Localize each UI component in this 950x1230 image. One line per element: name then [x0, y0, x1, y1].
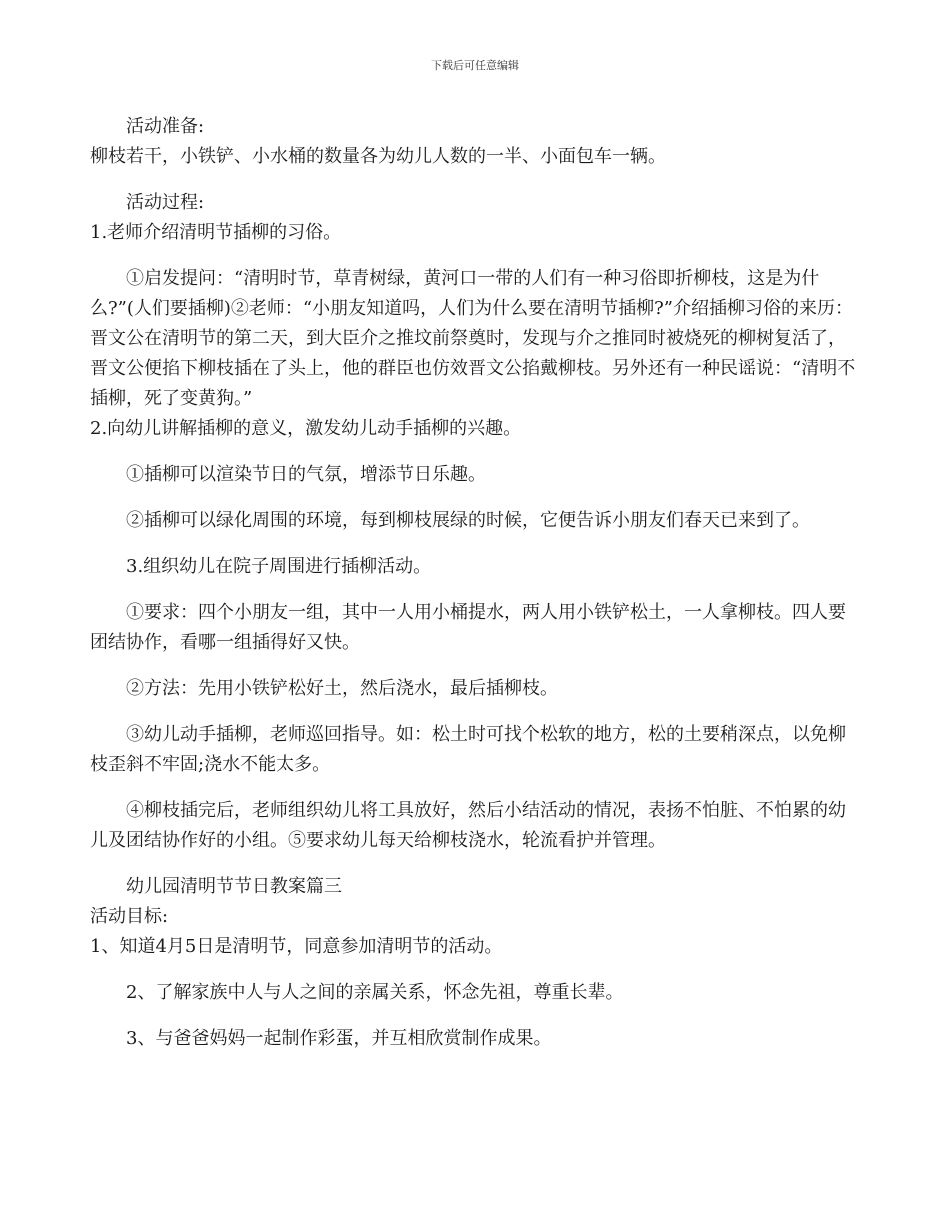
paragraph: 柳枝若干，小铁铲、小水桶的数量各为幼儿人数的一半、小面包车一辆。 [90, 146, 666, 167]
paragraph: ①插柳可以渲染节日的气氛，增添节日乐趣。 [126, 464, 486, 485]
paragraph: ①启发提问：“清明时节，草青树绿，黄河口一带的人们有一种习俗即折柳枝，这是为什么?”(人们要插柳)②老师：“小朋友知道吗，人们为什么要在清明节插柳?”介绍插柳习俗的来历：晋文公在清明节的第二天，到大臣介之推坟前祭奠时，发现与介之推同时被烧死的柳树复活了，晋文公便掐下柳枝插在了头上，他的群臣也仿效晋文公掐戴柳枝。另外还有一种民谣说：“清明不插柳，死了变黄狗。” [90, 268, 856, 409]
paragraph: ①要求：四个小朋友一组，其中一人用小桶提水，两人用小铁铲松土，一人拿柳枝。四人要团结协作，看哪一组插得好又快。 [90, 602, 846, 653]
paragraph: ③幼儿动手插柳，老师巡回指导。如：松土时可找个松软的地方，松的土要稍深点，以免柳枝歪斜不牢固;浇水不能太多。 [90, 724, 846, 775]
paragraph: 1、知道4月5日是清明节，同意参加清明节的活动。 [90, 936, 503, 957]
paragraph: 活动过程: [126, 192, 205, 213]
paragraph: ②方法：先用小铁铲松好土，然后浇水，最后插柳枝。 [126, 678, 558, 699]
paragraph: 1.老师介绍清明节插柳的习俗。 [90, 222, 342, 243]
paragraph: ②插柳可以绿化周围的环境，每到柳枝展绿的时候，它便告诉小朋友们春天已来到了。 [126, 510, 810, 531]
paragraph: 3.组织幼儿在院子周围进行插柳活动。 [126, 556, 432, 577]
paragraph: 2、了解家族中人与人之间的亲属关系，怀念先祖，尊重长辈。 [126, 982, 624, 1003]
paragraph: 3、与爸爸妈妈一起制作彩蛋，并互相欣赏制作成果。 [126, 1028, 552, 1049]
document-body [90, 112, 862, 1054]
paragraph: 幼儿园清明节节日教案篇三 [126, 876, 342, 897]
paragraph: 活动目标: [90, 906, 169, 927]
page-header: 下载后可任意编辑 [431, 59, 519, 72]
paragraph: ④柳枝插完后，老师组织幼儿将工具放好，然后小结活动的情况，表扬不怕脏、不怕累的幼儿及团结协作好的小组。⑤要求幼儿每天给柳枝浇水，轮流看护并管理。 [90, 800, 846, 851]
paragraph: 活动准备: [126, 116, 205, 137]
paragraph: 2.向幼儿讲解插柳的意义，激发幼儿动手插柳的兴趣。 [90, 418, 522, 439]
